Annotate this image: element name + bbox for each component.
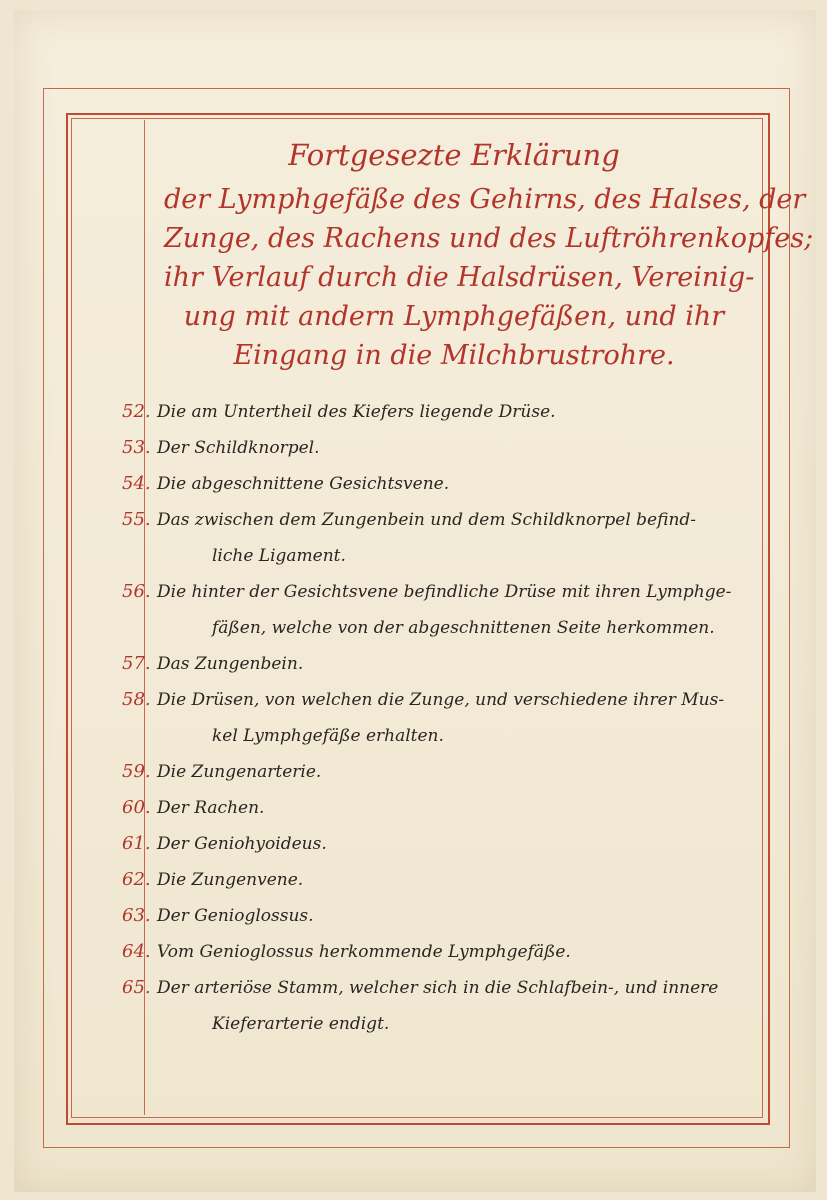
entry-number: 54. — [122, 473, 151, 494]
legend-entry — [74, 574, 754, 646]
entry-text — [157, 790, 754, 826]
entry-text-line: Die Drüsen, von welchen die Zunge, und verschiedene ihrer Mus- — [157, 690, 725, 710]
entry-text — [157, 646, 754, 682]
legend-entry — [74, 790, 754, 826]
entry-number: 58. — [122, 689, 151, 710]
entry-text — [157, 682, 754, 754]
entry-text — [157, 898, 754, 934]
entry-text-line: Das Zungenbein. — [157, 654, 304, 674]
entry-text-line: Das zwischen dem Zungenbein und dem Schildknorpel befind- — [157, 510, 697, 530]
title-line: ihr Verlauf durch die Halsdrüsen, Vereinig- — [164, 262, 755, 293]
entry-text-line: Die Zungenarterie. — [157, 762, 322, 782]
entry-text — [157, 934, 754, 970]
entry-text-line: Der Schildknorpel. — [157, 438, 320, 458]
legend-entry — [74, 682, 754, 754]
entry-number: 53. — [122, 437, 151, 458]
entry-text-line: Die abgeschnittene Gesichtsvene. — [157, 474, 450, 494]
entry-text — [157, 754, 754, 790]
entry-text — [157, 430, 754, 466]
title-line: Eingang in die Milchbrustrohre. — [233, 340, 675, 371]
entry-text — [157, 862, 754, 898]
entry-text-line: Die hinter der Gesichtsvene befindliche Drüse mit ihren Lymphge- — [157, 582, 732, 602]
entry-number: 52. — [122, 401, 151, 422]
entry-text — [157, 826, 754, 862]
entry-continuation: Kieferarterie endigt. — [212, 1014, 390, 1034]
entry-number: 60. — [122, 797, 151, 818]
legend-entry — [74, 934, 754, 970]
entry-number: 64. — [122, 941, 151, 962]
legend-list — [74, 394, 754, 1042]
entry-continuation: liche Ligament. — [212, 546, 346, 566]
legend-entry — [74, 898, 754, 934]
entry-text-line: Der Geniohyoideus. — [157, 834, 327, 854]
legend-entry — [74, 430, 754, 466]
entry-number: 63. — [122, 905, 151, 926]
entry-text-line: Die am Untertheil des Kiefers liegende Drüse. — [157, 402, 556, 422]
title-main: Fortgesezte Erklärung — [288, 138, 620, 172]
entry-text — [157, 970, 754, 1042]
entry-continuation: kel Lymphgefäße erhalten. — [212, 726, 444, 746]
entry-number: 55. — [122, 509, 151, 530]
legend-entry — [74, 754, 754, 790]
entry-number: 56. — [122, 581, 151, 602]
page-title — [164, 130, 814, 375]
entry-text-line: Der arteriöse Stamm, welcher sich in die Schlafbein-, und innere — [157, 978, 719, 998]
manuscript-page — [14, 10, 816, 1192]
entry-text-line: Der Genioglossus. — [157, 906, 314, 926]
entry-number: 62. — [122, 869, 151, 890]
legend-entry — [74, 466, 754, 502]
title-line: der Lymphgefäße des Gehirns, des Halses, der — [164, 184, 806, 215]
title-line: Zunge, des Rachens und des Luftröhrenkopfes; — [164, 223, 814, 254]
legend-entry — [74, 970, 754, 1042]
entry-continuation: fäßen, welche von der abgeschnittenen Seite herkommen. — [212, 618, 715, 638]
entry-text-line: Der Rachen. — [157, 798, 265, 818]
entry-text — [157, 394, 754, 430]
entry-text — [157, 466, 754, 502]
entry-number: 65. — [122, 977, 151, 998]
legend-entry — [74, 826, 754, 862]
entry-text — [157, 502, 754, 574]
entry-text — [157, 574, 754, 646]
entry-text-line: Vom Genioglossus herkommende Lymphgefäße. — [157, 942, 571, 962]
legend-entry — [74, 646, 754, 682]
title-line: ung mit andern Lymphgefäßen, und ihr — [183, 301, 725, 332]
legend-entry — [74, 862, 754, 898]
entry-number: 57. — [122, 653, 151, 674]
legend-entry — [74, 502, 754, 574]
entry-number: 59. — [122, 761, 151, 782]
entry-text-line: Die Zungenvene. — [157, 870, 304, 890]
entry-number: 61. — [122, 833, 151, 854]
legend-entry — [74, 394, 754, 430]
